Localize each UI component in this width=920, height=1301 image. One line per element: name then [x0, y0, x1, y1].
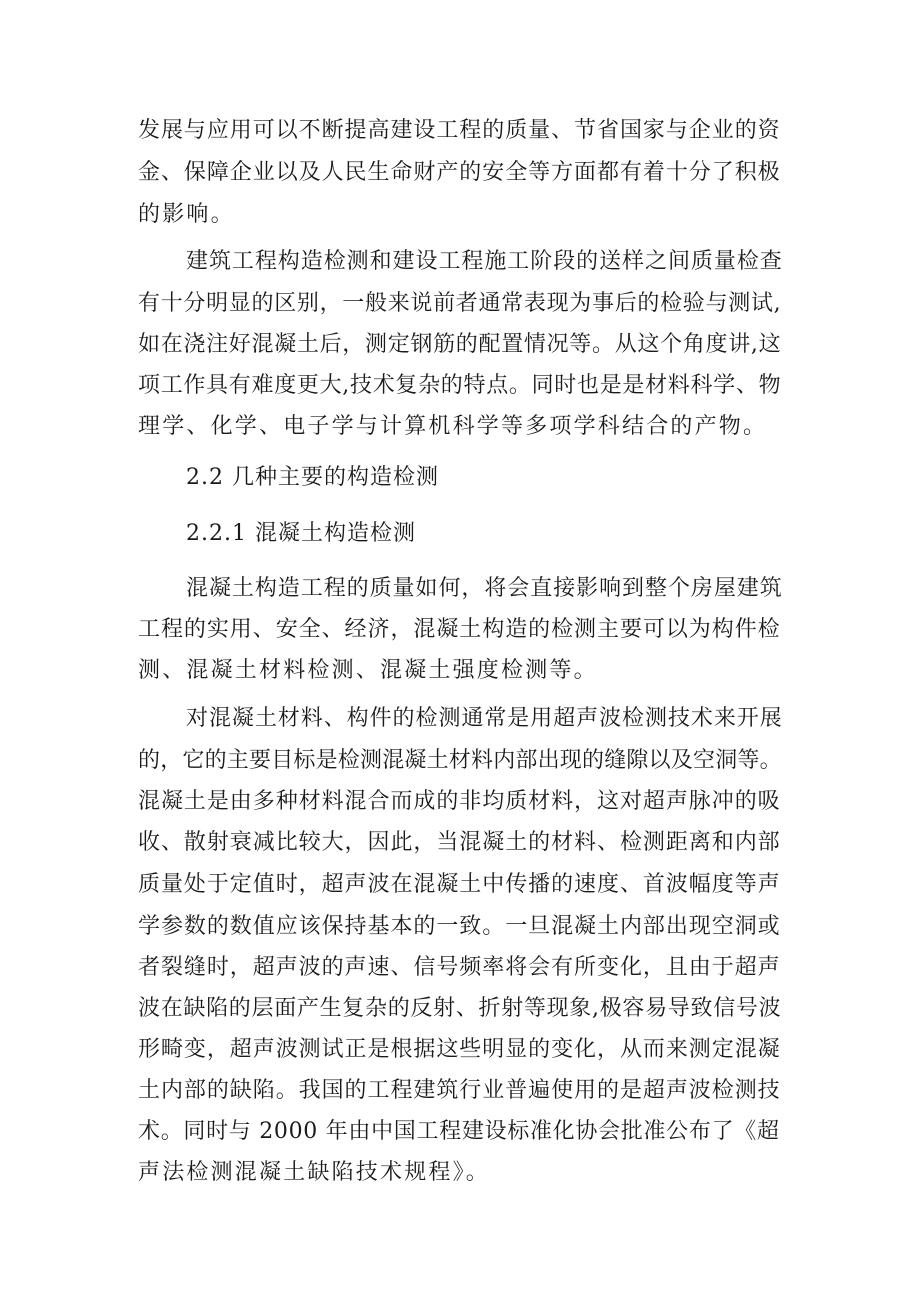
paragraph-4-line-4: 收、散射衰减比较大，因此，当混凝土的材料、检测距离和内部	[138, 830, 781, 855]
paragraph-4-line-5: 质量处于定值时，超声波在混凝土中传播的速度、首波幅度等声	[138, 872, 781, 897]
paragraph-3-line-1: 混凝土构造工程的质量如何，将会直接影响到整个房屋建筑	[186, 576, 783, 601]
paragraph-4-line-11: 术。同时与 2000 年由中国工程建设标准化协会批准公布了《超	[138, 1119, 780, 1144]
paragraph-1-line-3: 的影响。	[138, 202, 235, 227]
paragraph-2-line-1: 建筑工程构造检测和建设工程施工阶段的送样之间质量检查	[186, 249, 783, 274]
paragraph-3-line-2: 工程的实用、安全、经济，混凝土构造的检测主要可以为构件检	[138, 617, 781, 642]
section-heading-2-2: 2.2 几种主要的构造检测	[186, 465, 439, 490]
paragraph-4-line-9: 形畸变，超声波测试正是根据这些明显的变化，从而来测定混凝	[138, 1037, 781, 1062]
paragraph-3-line-3: 测、混凝土材料检测、混凝土强度检测等。	[138, 658, 598, 683]
paragraph-2-line-5: 理学、化学、电子学与计算机科学等多项学科结合的产物。	[138, 414, 768, 439]
paragraph-4-line-6: 学参数的数值应该保持基本的一致。一旦混凝土内部出现空洞或	[138, 914, 781, 939]
paragraph-4-line-1: 对混凝土材料、构件的检测通常是用超声波检测技术来开展	[186, 706, 783, 731]
section-heading-2-2-1: 2.2.1 混凝土构造检测	[186, 521, 416, 546]
paragraph-2-line-3: 如在浇注好混凝土后，测定钢筋的配置情况等。从这个角度讲,这	[138, 332, 782, 357]
paragraph-4-line-10: 土内部的缺陷。我国的工程建筑行业普遍使用的是超声波检测技	[138, 1078, 781, 1103]
paragraph-2-line-4: 项工作具有难度更大,技术复杂的特点。同时也是是材料科学、物	[138, 373, 782, 398]
paragraph-1-line-2: 金、保障企业以及人民生命财产的安全等方面都有着十分了积极	[138, 160, 781, 185]
paragraph-4-line-2: 的，它的主要目标是检测混凝土材料内部出现的缝隙以及空洞等。	[138, 748, 782, 773]
paragraph-4-line-12: 声法检测混凝土缺陷技术规程》。	[138, 1160, 491, 1185]
paragraph-4-line-8: 波在缺陷的层面产生复杂的反射、折射等现象,极容易导致信号波	[138, 996, 782, 1021]
paragraph-4-line-3: 混凝土是由多种材料混合而成的非均质材料，这对超声脉冲的吸	[138, 789, 781, 814]
paragraph-2-line-2: 有十分明显的区别，一般来说前者通常表现为事后的检验与测试,	[138, 291, 782, 316]
paragraph-1-line-1: 发展与应用可以不断提高建设工程的质量、节省国家与企业的资	[138, 118, 781, 143]
paragraph-4-line-7: 者裂缝时，超声波的声速、信号频率将会有所变化，且由于超声	[138, 955, 781, 980]
